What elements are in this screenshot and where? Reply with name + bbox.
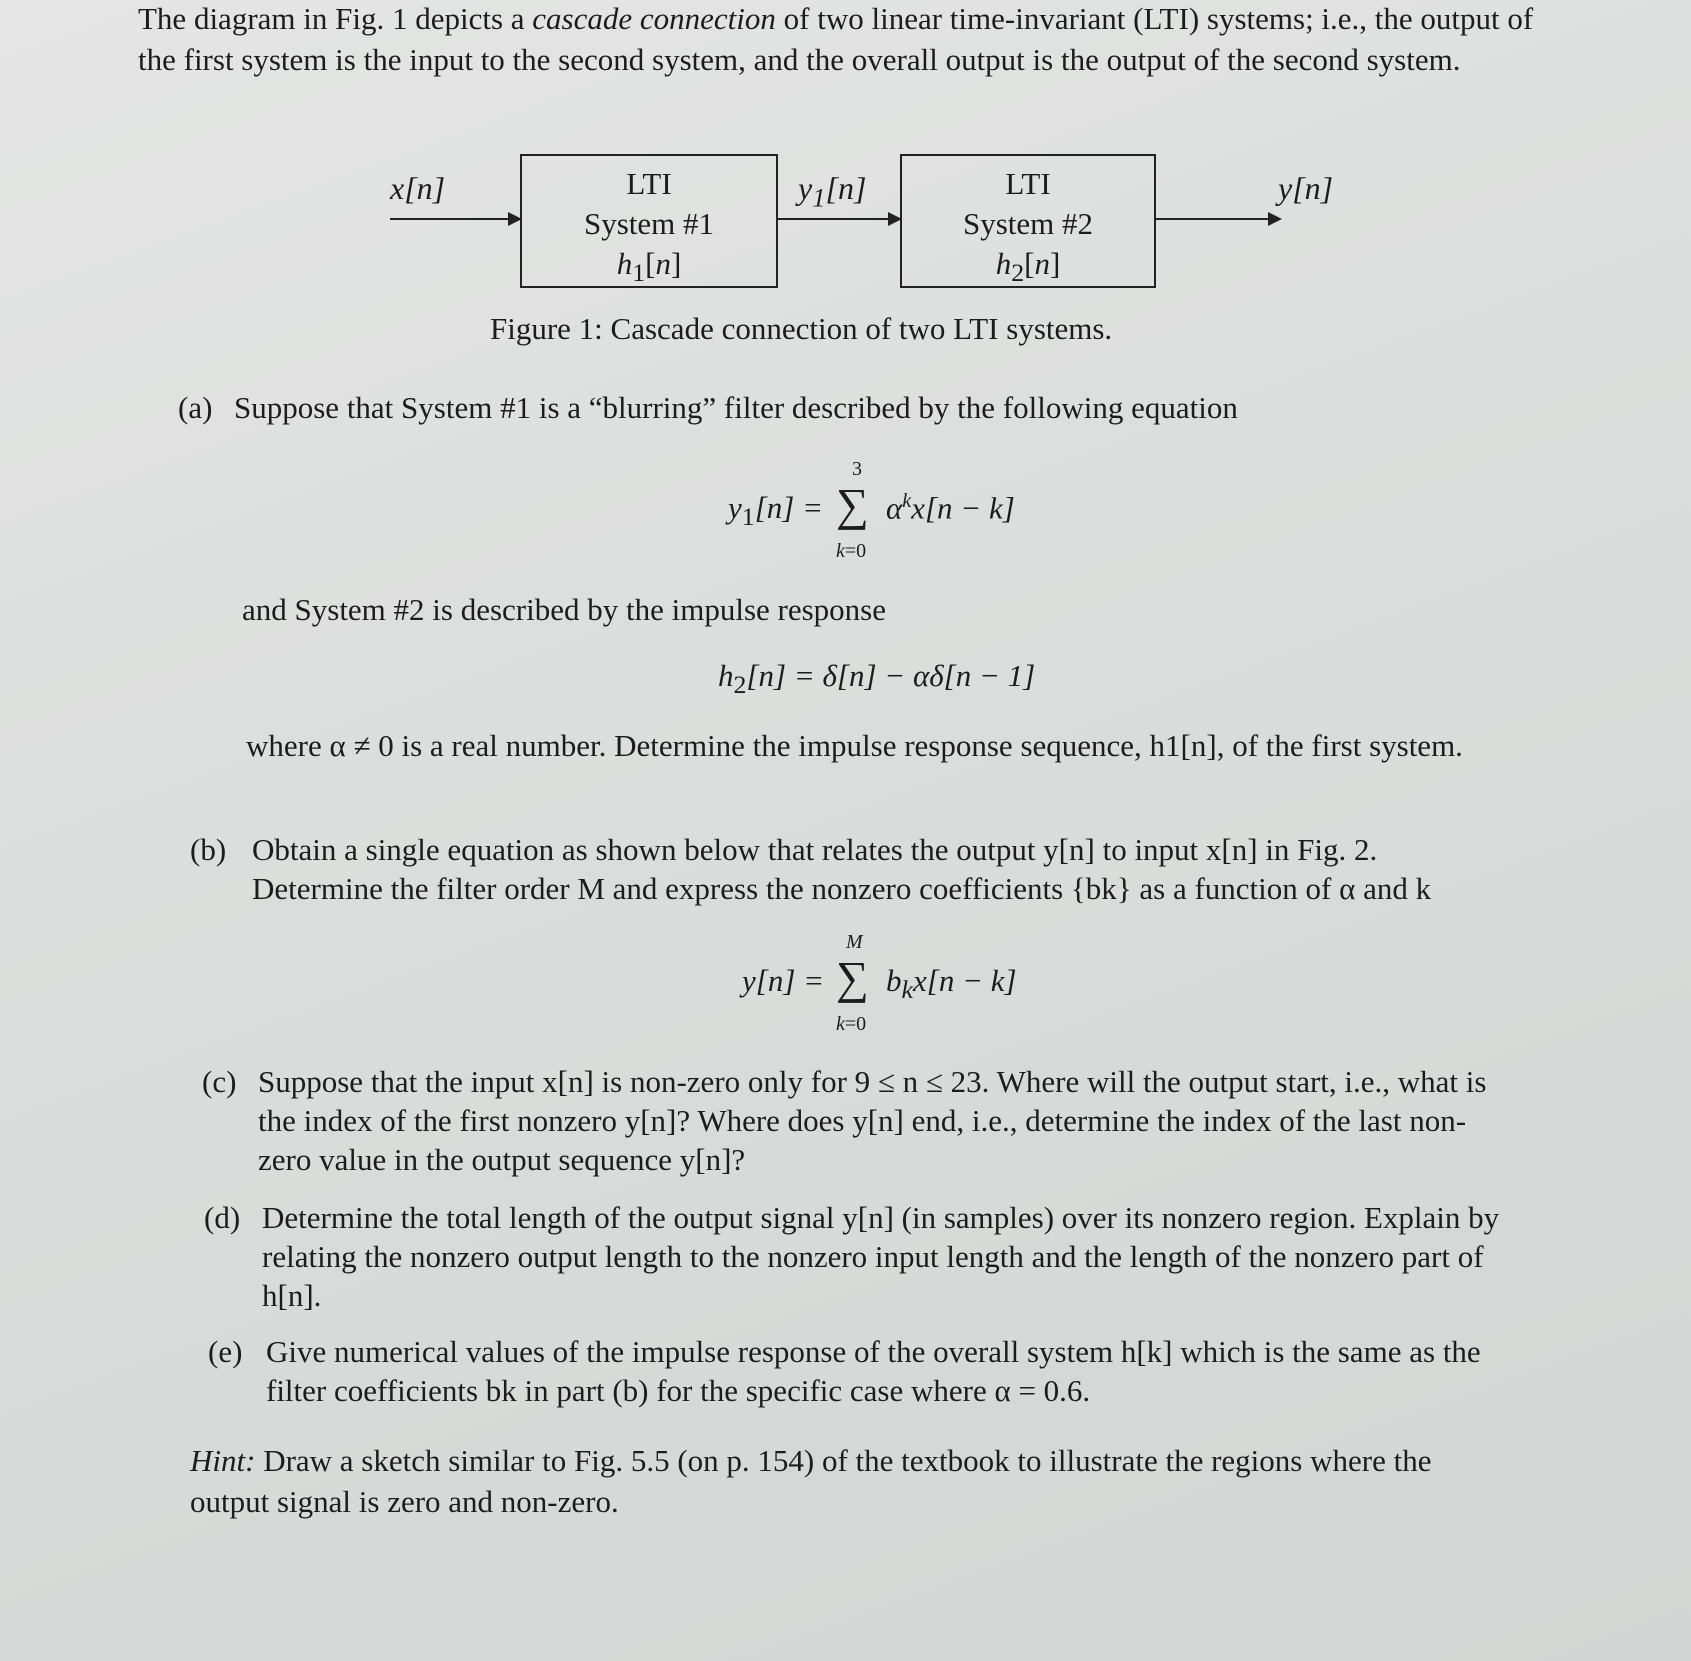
middle-arrow (778, 218, 900, 220)
system2-impulse-label: $h_2[n]$ (995, 246, 1061, 288)
part-b-text: Obtain a single equation as shown below that relates the output y[n] to input x[n] in Fig. 2. Determine the filter order M and express the nonzero coefficients {bk} as a function of α and k (252, 832, 1432, 906)
equation-h2: $h_2[n] = \delta[n] - \alpha\delta[n - 1]$ (718, 658, 1036, 700)
intro-paragraph: The diagram in Fig. 1 depicts a cascade connection of two linear time-invariant (LTI) systems; i.e., the output of the first system is the input to the second system, and the overall output is the output of the second system. (138, 1, 1534, 77)
lti-system-1-box (520, 154, 778, 288)
equation-y: y[n] = ∑ M k=0 $b_kx[n - k]$ (742, 931, 1017, 1035)
hint-text: Draw a sketch similar to Fig. 5.5 (on p. 154) of the textbook to illustrate the regions where the output signal is zero and non-zero. (190, 1443, 1432, 1519)
system1-line1: LTI (626, 166, 672, 201)
system2-line1: LTI (1005, 166, 1051, 201)
part-e-label: (e) (208, 1334, 243, 1369)
intermediate-signal-label: $y_1[n]$ (798, 170, 867, 213)
system1-line2: System #1 (583, 206, 715, 241)
system2-line2: System #2 (962, 206, 1094, 241)
lti-system-2-box (900, 154, 1156, 288)
part-b-label: (b) (190, 832, 227, 867)
part-a-question: where α ≠ 0 is a real number. Determine the impulse response sequence, h1[n], of the first system. (246, 728, 1463, 763)
input-signal-label: x[n] (390, 170, 446, 206)
part-d-text: Determine the total length of the output signal y[n] (in samples) over its nonzero region. Explain by relating the nonzero output length to the nonzero input length and the length of the nonzero part of h[n]. (262, 1200, 1500, 1313)
output-arrow (1156, 218, 1280, 220)
equation-y1: $y_1[n]$ = ∑ 3 k=0 $\alpha^kx[n - k]$ (728, 458, 1015, 562)
hint-paragraph (190, 1440, 1510, 1522)
part-e-text: Give numerical values of the impulse response of the overall system h[k] which is the same as the filter coefficients bk in part (b) for the specific case where α = 0.6. (266, 1334, 1481, 1408)
system1-impulse-label: $h_1[n]$ (616, 246, 682, 288)
part-a-text: Suppose that System #1 is a “blurring” filter described by the following equation (234, 390, 1238, 425)
part-a-label: (a) (178, 390, 213, 425)
cascade-diagram (380, 150, 1340, 300)
part-c-text: Suppose that the input x[n] is non-zero only for 9 ≤ n ≤ 23. Where will the output start, i.e., what is the index of the first nonzero y[n]? Where does y[n] end, i.e., determine the index of the last non-zero value in the output sequence y[n]? (258, 1064, 1487, 1177)
input-arrow (390, 218, 520, 220)
part-a-system2-text: and System #2 is described by the impulse response (242, 592, 887, 627)
part-c-label: (c) (202, 1064, 237, 1099)
part-d-label: (d) (204, 1200, 241, 1235)
output-signal-label: y[n] (1278, 170, 1334, 206)
figure-caption: Figure 1: Cascade connection of two LTI systems. (490, 311, 1113, 346)
hint-label: Hint: (190, 1443, 256, 1478)
